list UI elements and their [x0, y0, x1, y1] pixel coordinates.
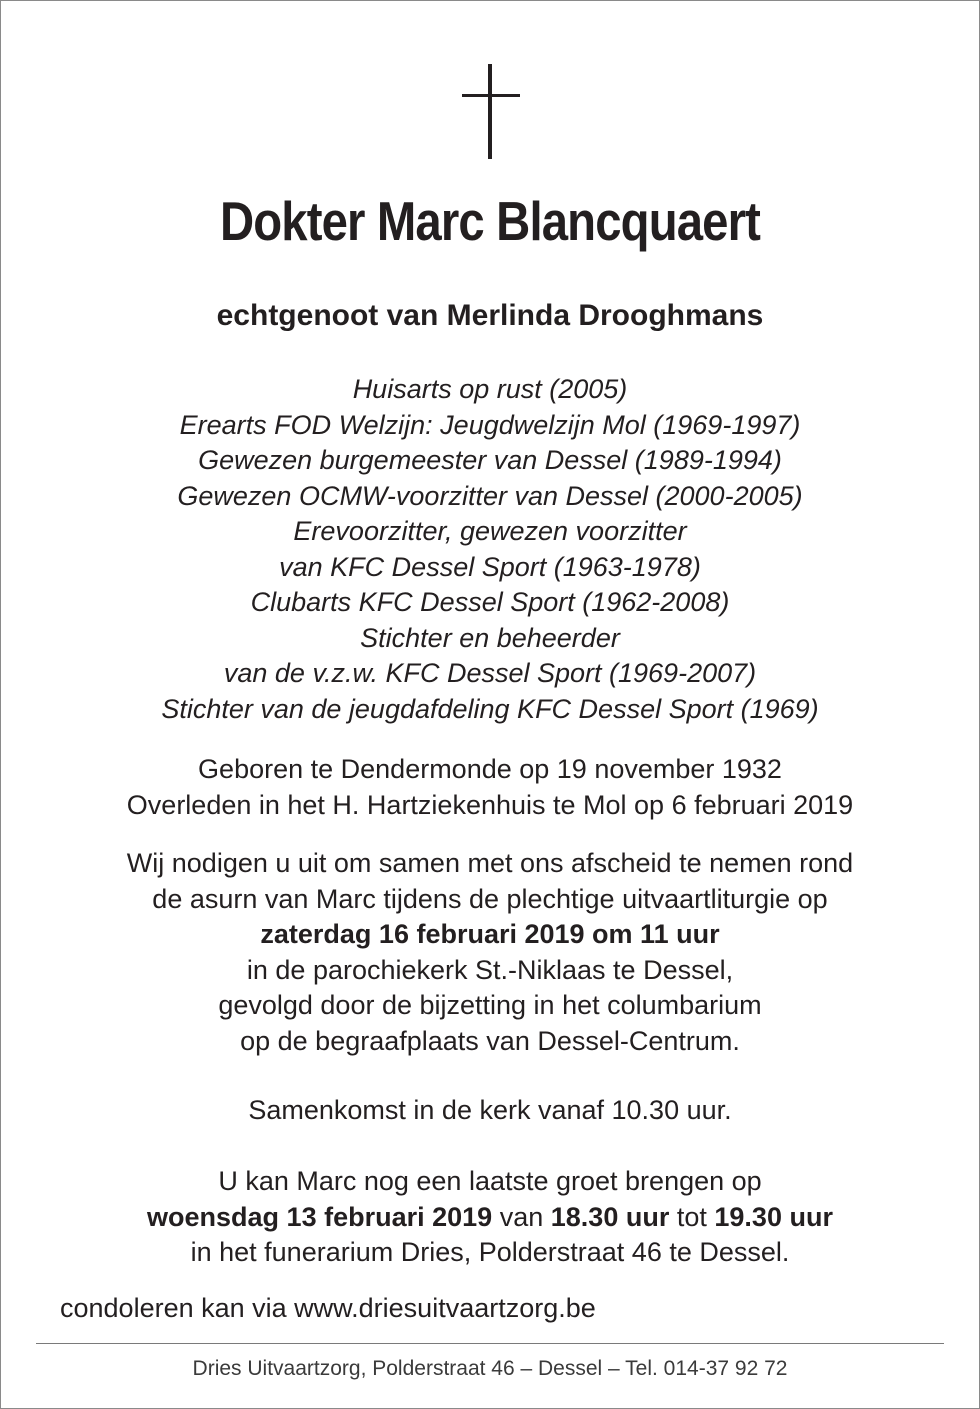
cross-icon [462, 64, 520, 159]
visitation-date: woensdag 13 februari 2019 [147, 1201, 493, 1232]
visitation-end: 19.30 uur [714, 1201, 833, 1232]
from-word: van [499, 1201, 544, 1232]
deceased-name: Dokter Marc Blancquaert [219, 190, 761, 252]
career-item: van KFC Dessel Sport (1963-1978) [279, 551, 701, 582]
career-item: Huisarts op rust (2005) [352, 374, 628, 404]
career-item: Erevoorzitter, gewezen voorzitter [293, 516, 687, 546]
funeral-date-text: zaterdag 16 februari 2019 om 11 uur [260, 919, 720, 949]
career-item: van de v.z.w. KFC Dessel Sport (1969-2007) [223, 658, 757, 688]
career-item: Clubarts KFC Dessel Sport (1962-2008) [250, 587, 730, 617]
career-item: Stichter en beheerder [360, 622, 620, 653]
death-line: Overleden in het H. Hartziekenhuis te Mol op 6 februari 2019 [126, 789, 854, 820]
funeral-date [0, 917, 980, 953]
visitation-line: U kan Marc nog een laatste groet brengen op [218, 1166, 762, 1196]
spouse-line: echtgenoot van Merlinda Drooghmans [216, 299, 764, 332]
visitation-info [0, 1164, 980, 1271]
funeral-invitation [0, 846, 980, 1059]
invitation-line: de asurn van Marc tijdens de plechtige uitvaartliturgie op [152, 883, 828, 914]
career-item: Gewezen OCMW-voorzitter van Dessel (2000-2005) [177, 480, 803, 511]
invitation-line: op de begraafplaats van Dessel-Centrum. [240, 1025, 740, 1056]
condolence-line: condoleren kan via www.driesuitvaartzorg.be [60, 1293, 596, 1323]
life-dates [0, 752, 980, 823]
divider [36, 1343, 944, 1344]
invitation-line: Wij nodigen u uit om samen met ons afscheid te nemen rond [126, 848, 854, 878]
invitation-line: gevolgd door de bijzetting in het columbarium [218, 990, 762, 1020]
career-item: Erearts FOD Welzijn: Jeugdwelzijn Mol (1969-1997) [179, 409, 801, 440]
career-list [0, 372, 980, 727]
visitation-start: 18.30 uur [550, 1201, 670, 1232]
gathering-line: Samenkomst in de kerk vanaf 10.30 uur. [248, 1095, 732, 1125]
to-word: tot [676, 1201, 707, 1232]
birth-line: Geboren te Dendermonde op 19 november 1932 [198, 754, 782, 784]
career-item: Stichter van de jeugdafdeling KFC Dessel Sport (1969) [161, 693, 819, 724]
career-item: Gewezen burgemeester van Dessel (1989-1994) [198, 445, 782, 475]
visitation-time [0, 1200, 980, 1236]
footer-contact: Dries Uitvaartzorg, Polderstraat 46 – Dessel – Tel. 014-37 92 72 [192, 1357, 788, 1380]
visitation-line: in het funerarium Dries, Polderstraat 46 te Dessel. [190, 1237, 790, 1267]
invitation-line: in de parochiekerk St.-Niklaas te Dessel, [246, 954, 734, 985]
